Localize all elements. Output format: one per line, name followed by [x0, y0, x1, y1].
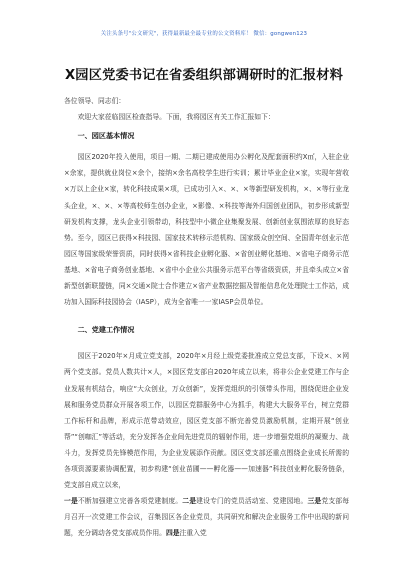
measures-paragraph — [64, 493, 349, 541]
salutation: 各位领导、同志们： — [64, 97, 126, 105]
measure-2-text: 建设专门的党员活动室、党建园地。 — [196, 497, 308, 506]
document-title: X园区党委书记在省委组织部调研时的汇报材料 — [64, 68, 344, 83]
section-heading-basic-info: 一、园区基本情况 — [77, 131, 135, 141]
measure-3-label: 三是 — [307, 497, 322, 506]
measure-3-text: 党支部每月召开一次党建工作会议，召集园区各企业党员，共同研究和解决企业服务工作中出现的新问题，充分调动各党支部成员作用。 — [64, 497, 350, 538]
header-banner[interactable]: 关注头条号"公文研究"，获得最新最全最专业的公文资料库！ 微信：gongwen123 — [100, 31, 308, 37]
measure-1-label: 一是 — [64, 497, 78, 506]
basic-info-paragraph: 园区2020年投入使用，项目一期、二期已建成使用办公孵化及配套面积约X㎡，入驻企业×余家，提供就业岗位×余个，接纳×余名高校学生进行实训；累计毕业企业×家，实现年营收×万以上企业×家，转化科技成果×项，已成功引入×、×、×等新型研发机构，×、×等行业龙头企业，×、×、×等高校师生创办企业，×影像、×科技等海外归国创业团队，初步形成新型研发机构支撑，龙头企业引领带动，科技型中小微企业集聚发展、创新创业氛围浓厚的良好态势。至今，园区已获得×科技园、国家技术转移示范机构、国家级众创空间、全国青年创业示范园区等国家级荣誉资质，同时获得×省科技企业孵化器、×省创业孵化基地、×省电子商务示范基地、×省电子商务创业基地、×省中小企业公共服务示范平台等省级资质，并且牵头成立×省新型创新联盟链，同×交通×院士合作建立×省产业数据挖掘及智能信息化处理院士工作站，成功加入国际科技园协会（IASP），成为全省唯一一家IASP会员单位。 — [64, 153, 349, 307]
measure-4-text: 注重入党 — [179, 529, 207, 538]
intro-paragraph: 欢迎大家莅临园区检查指导。下面，我将园区有关工作汇报如下： — [77, 113, 275, 122]
party-building-paragraph: 园区于2020年×月成立党支部，2020年×月经上级党委批准成立党总支部，下设×、×网两个党支部。党员人数共计×人，×园区党支部自2020年成立以来，将非公企业党建工作与企业发展有机结合，响应“大众创业，万众创新”，发挥党组织的引领带头作用，围绕促进企业发展和服务党员群众开展各项工作，以园区党群服务中心为抓手，构建大大服务平台，树立党群工作标杆和品牌，形成示范带动效应，园区党支部不断完善党员激励机制，定期开展“创业帮”“创咖汇”等活动，充分发挥各企业间先进党员的辐射作用，进一步增强党组织的凝聚力、战斗力，发挥党员先锋模范作用，为企业发展添作贡献。园区党支部还重点围绕企业成长所需的各项资源要素协调配置，初步构建“创业苗圃——孵化器——加速器”科技创业孵化服务链条，党支部自成立以来， — [64, 352, 349, 490]
measure-1-text: 不断加强建立完善各项党建制度。 — [77, 497, 183, 506]
section-heading-party-building: 二、党建工作情况 — [77, 325, 135, 335]
measure-2-label: 二是 — [182, 497, 197, 506]
measure-4-label: 四是 — [165, 529, 180, 538]
document-body — [64, 93, 349, 541]
